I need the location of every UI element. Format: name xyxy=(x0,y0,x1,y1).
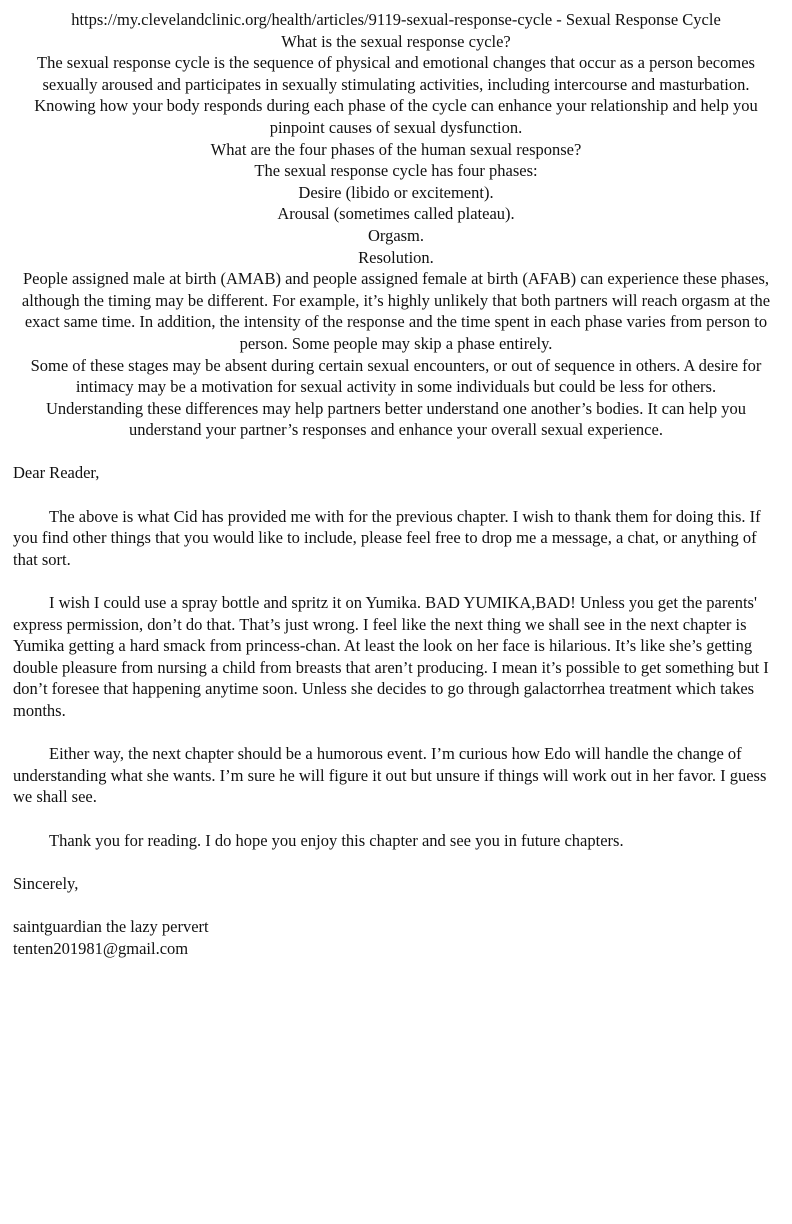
quoted-article xyxy=(13,9,779,441)
phase-item: Desire (libido or excitement). xyxy=(298,182,494,202)
source-line: https://my.clevelandclinic.org/health/articles/9119-sexual-response-cycle - Sexual Response Cycle xyxy=(71,10,721,29)
phase-item: Resolution. xyxy=(358,247,434,267)
greeting: Dear Reader, xyxy=(13,463,100,483)
phase-item: Orgasm. xyxy=(367,225,425,245)
note-paragraph: The above is what Cid has provided me with for the previous chapter. I wish to thank them for doing this. If you find other things that you would like to include, please feel free to drop me a message, a chat, or anything of that sort. xyxy=(13,506,761,569)
closing: Sincerely, xyxy=(13,873,79,893)
question-heading: What is the sexual response cycle? xyxy=(281,31,511,51)
question-heading: What are the four phases of the human sexual response? xyxy=(210,139,582,159)
phase-item: Arousal (sometimes called plateau). xyxy=(277,204,515,224)
understanding-paragraph: Understanding these differences may help partners better understand one another’s bodies. It can help you understand your partner’s responses and enhance your overall sexual experience. xyxy=(46,398,746,440)
note-paragraph: Thank you for reading. I do hope you enjoy this chapter and see you in future chapters. xyxy=(49,830,624,850)
note-paragraph: I wish I could use a spray bottle and spritz it on Yumika. BAD YUMIKA,BAD! Unless you get the parents' express permission, don’t do that. That’s just wrong. I feel like the next thing we shall see in the next chapter is Yumika getting a hard smack from princess-chan. At least the look on her face is hilarious. It’s like she’s getting double pleasure from nursing a child from breasts that aren’t producing. I mean it’s possible to get something but I don’t foresee that happening anytime soon. Unless she decides to go through galactorrhea treatment which takes months. xyxy=(13,593,769,720)
author-note xyxy=(13,462,779,959)
signature-name: saintguardian the lazy pervert xyxy=(13,916,209,936)
signature-email: tenten201981@gmail.com xyxy=(13,938,189,958)
note-paragraph: Either way, the next chapter should be a humorous event. I’m curious how Edo will handle the change of understanding what she wants. I’m sure he will figure it out but unsure if things will work out in her favor. I guess we shall see. xyxy=(13,744,767,807)
absent-stages-paragraph: Some of these stages may be absent during certain sexual encounters, or out of sequence in others. A desire for intimacy may be a motivation for sexual activity in some individuals but could be less for others. xyxy=(30,355,762,397)
answer-paragraph: The sexual response cycle is the sequence of physical and emotional changes that occur as a person becomes sexually aroused and participates in sexually stimulating activities, including intercourse and masturbation. Knowing how your body responds during each phase of the cycle can enhance your relationship and help you pinpoint causes of sexual dysfunction. xyxy=(34,53,758,137)
phases-intro: The sexual response cycle has four phases: xyxy=(254,161,538,181)
timing-paragraph: People assigned male at birth (AMAB) and people assigned female at birth (AFAB) can experience these phases, although the timing may be different. For example, it’s highly unlikely that both partners will reach orgasm at the exact same time. In addition, the intensity of the response and the time spent in each phase varies from person to person. Some people may skip a phase entirely. xyxy=(21,269,771,353)
